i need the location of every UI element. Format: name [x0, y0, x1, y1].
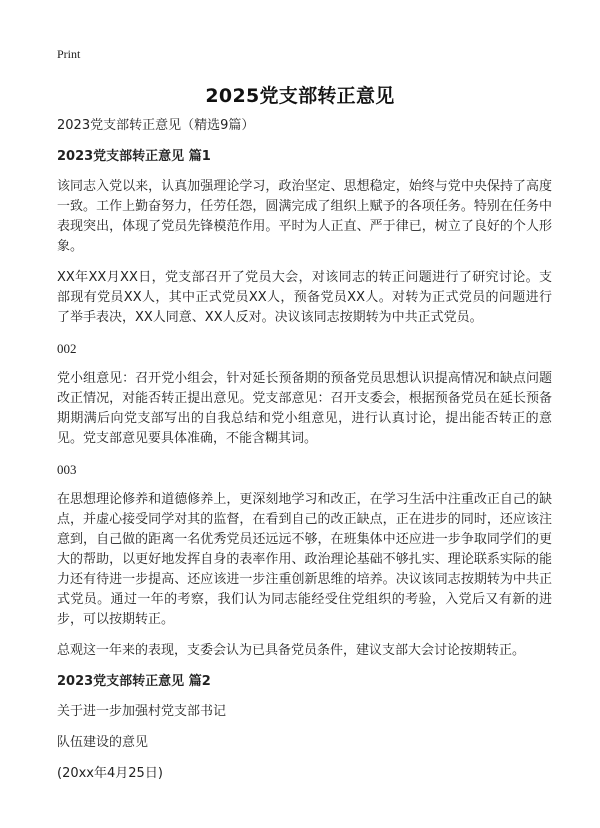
paragraph: (20xx年4月25日) — [57, 766, 163, 781]
paragraph: 总观这一年来的表现，支委会认为已具备党员条件，建议支部大会讨论按期转正。 — [57, 643, 526, 658]
document-body — [57, 116, 552, 795]
section-heading: 2023党支部转正意见 篇1 — [57, 149, 211, 164]
paragraph: 队伍建设的意见 — [57, 735, 149, 750]
document-subtitle: 2023党支部转正意见（精选9篇） — [57, 118, 255, 133]
paragraph: 在思想理论修养和道德修养上，更深刻地学习和改正，在学习生活中注重改正自己的缺点，并虚心接受同学对其的监督，在看到自己的改正缺点，正在进步的同时，还应该注意到，自己做的距离一名优秀党员还远远不够，在班集体中还应进一步争取同学们的更大的帮助，以更好地发挥自身的表率作用、政治理论基础不够扎实、理论联系实际的能力还有待进一步提高、还应该进一步注重创新思维的培养。决议该同志按期转为中共正式党员。通过一年的考察，我们认为同志能经受住党组织的考验，入党后又有新的进步，可以按期转正。 — [57, 492, 552, 627]
paragraph: 该同志入党以来，认真加强理论学习，政治坚定、思想稳定，始终与党中央保持了高度一致。工作上勤奋努力，任劳任怨，圆满完成了组织上赋予的各项任务。特别在任务中表现突出，体现了党员先锋模范作用。平时为人正直、严于律已，树立了良好的个人形象。 — [57, 179, 552, 254]
paragraph: XX年XX月XX日，党支部召开了党员大会，对该同志的转正问题进行了研究讨论。支部现有党员XX人，其中正式党员XX人，预备党员XX人。对转为正式党员的问题进行了举手表决，XX人同意、XX人反对。决议该同志按期转为中共正式党员。 — [57, 270, 552, 325]
section-number: 003 — [57, 462, 77, 477]
paragraph: 关于进一步加强村党支部书记 — [57, 704, 227, 719]
section-number: 002 — [57, 341, 77, 356]
page-title: 2025党支部转正意见 — [205, 85, 395, 107]
paragraph: 党小组意见：召开党小组会，针对延长预备期的预备党员思想认识提高情况和缺点问题改正情况，对能否转正提出意见。党支部意见：召开支委会，根据预备党员在延长预备期期满后向党支部写出的自我总结和党小组意见，进行认真讨论，提出能否转正的意见。党支部意见要具体准确，不能含糊其词。 — [57, 371, 552, 446]
print-link[interactable]: Print — [57, 47, 81, 61]
section-heading: 2023党支部转正意见 篇2 — [57, 674, 211, 689]
